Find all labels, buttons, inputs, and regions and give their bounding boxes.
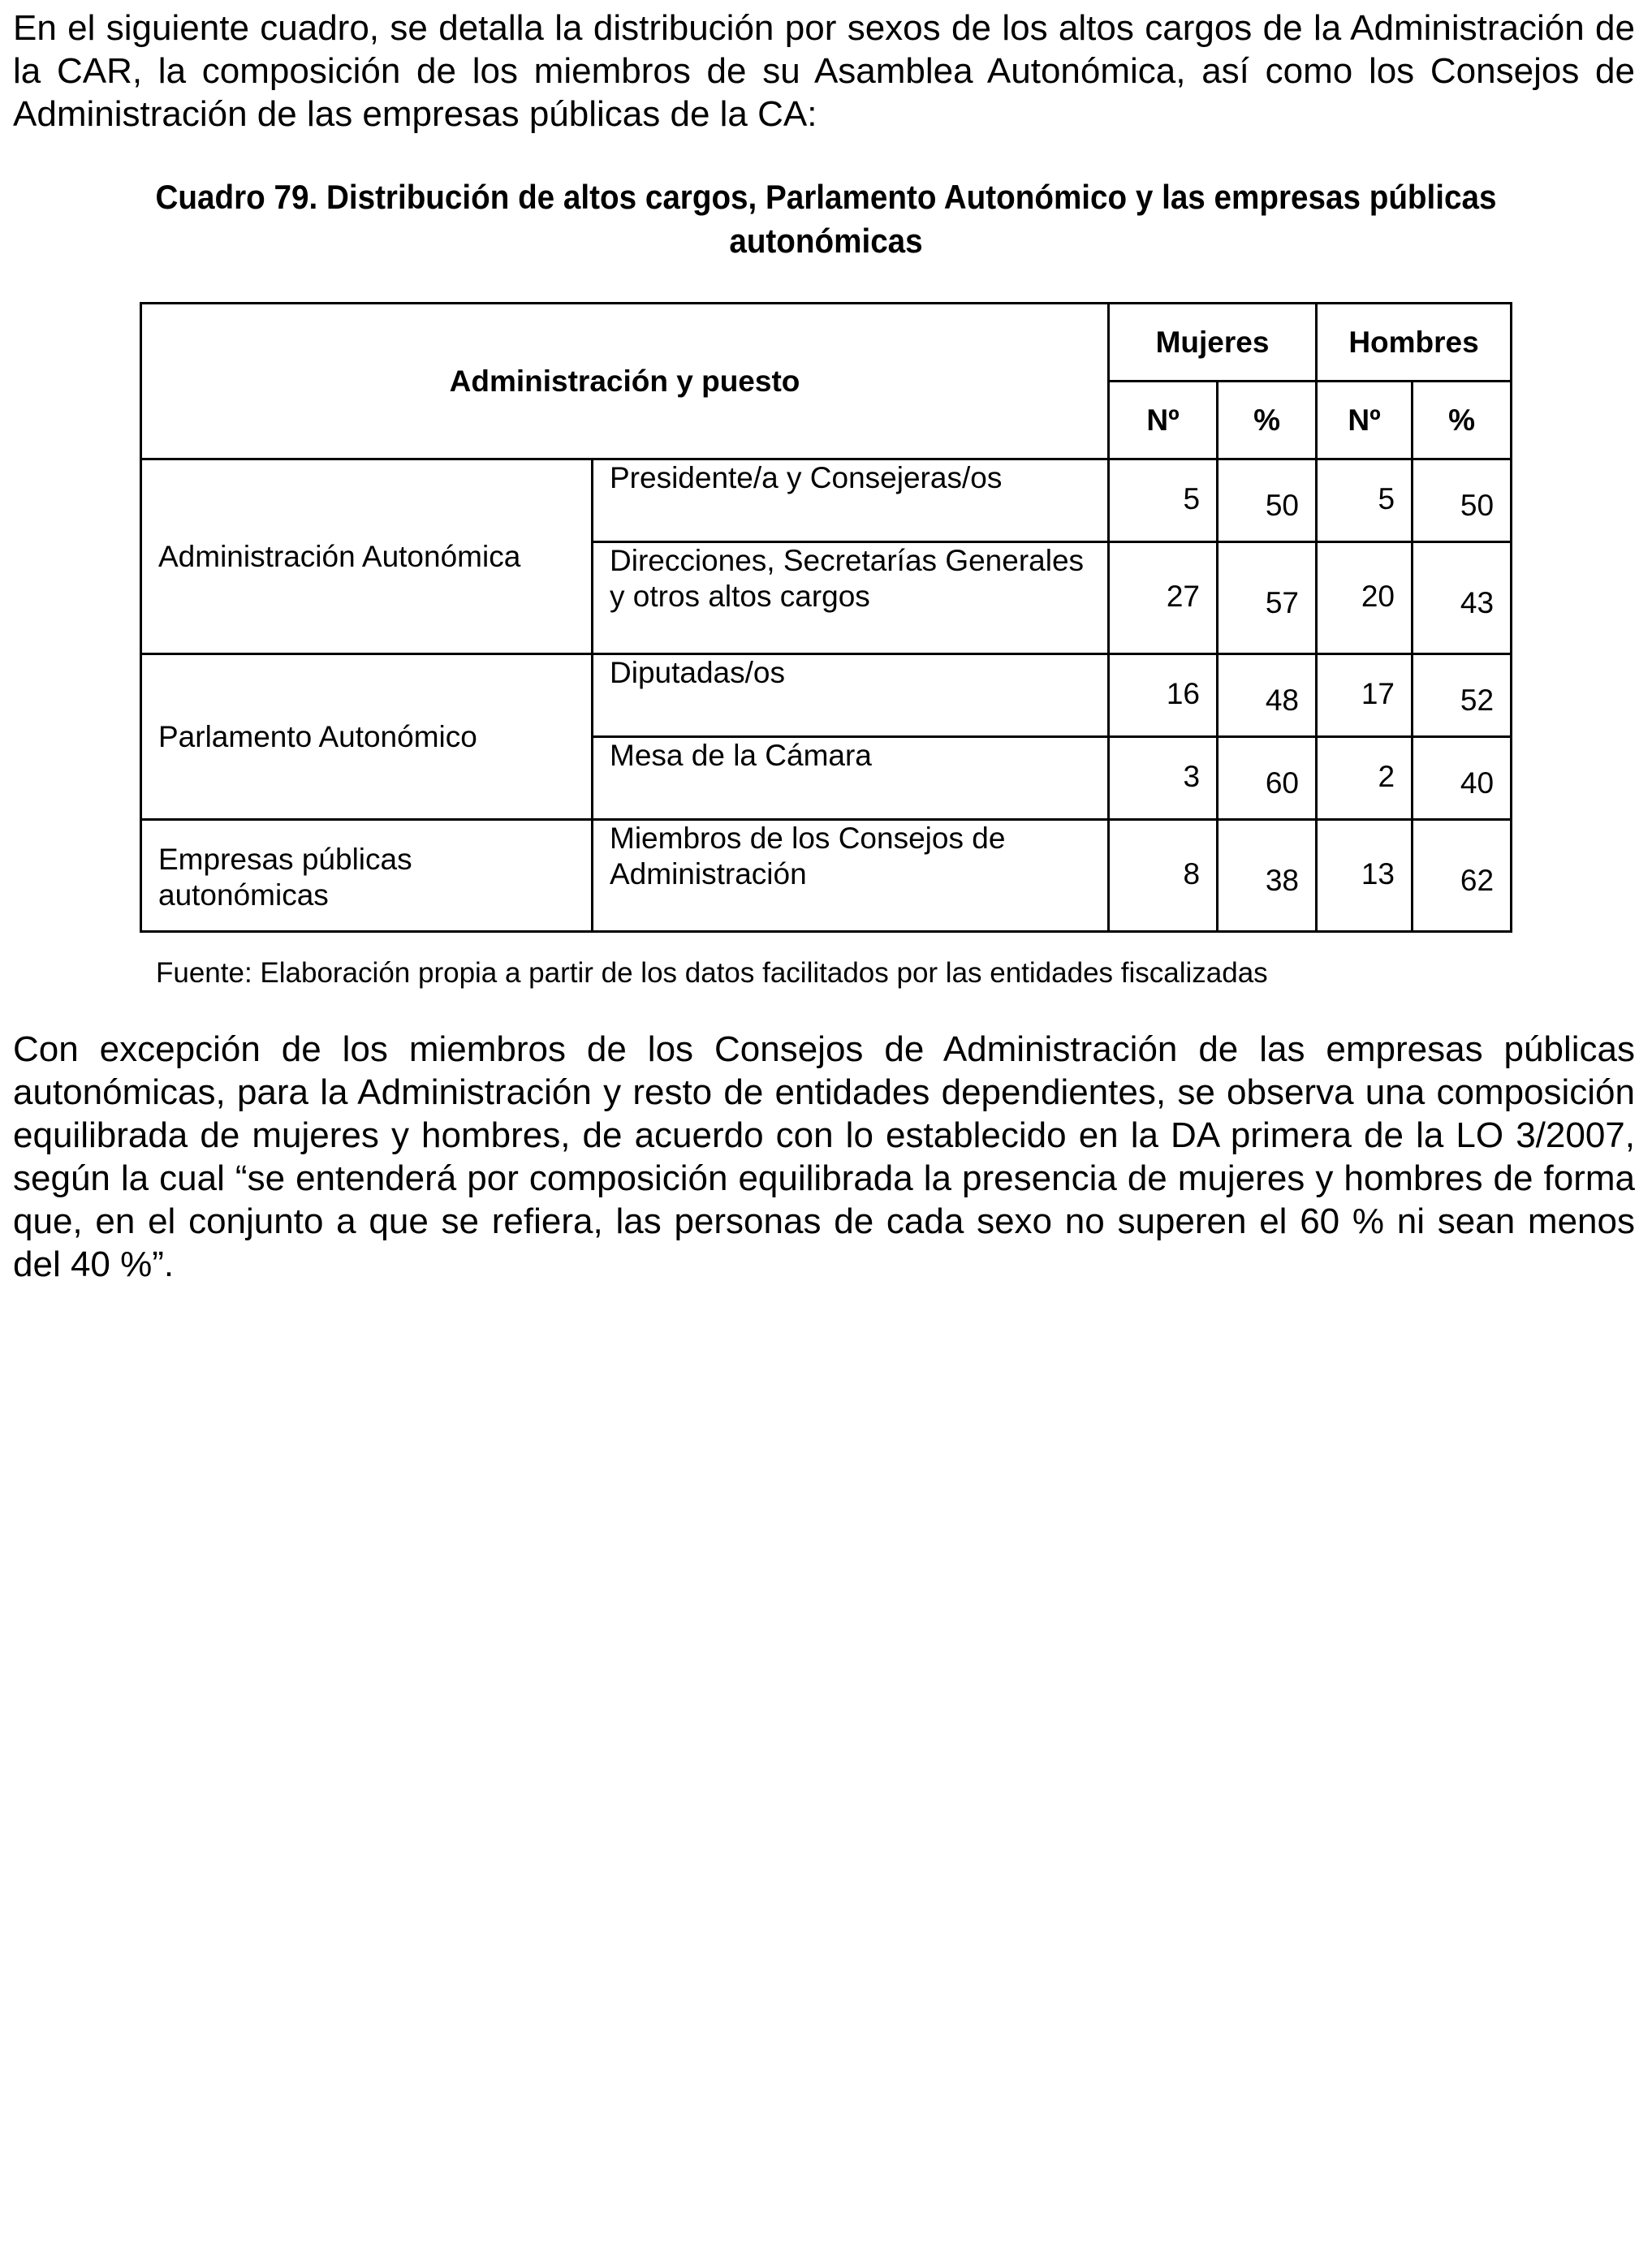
women-percent: 50: [1218, 459, 1317, 542]
table-row: [141, 820, 1512, 932]
header-women: Mujeres: [1109, 304, 1317, 382]
men-number: 2: [1317, 737, 1413, 820]
intro-paragraph: En el siguiente cuadro, se detalla la distribución por sexos de los altos cargos de la Administración de la CAR, la composición de los miembros de su Asamblea Autonómica, así como los Consejos de Administración de las empresas públicas de la CA:: [13, 8, 1635, 134]
women-number: 8: [1109, 820, 1218, 932]
group-name: Empresas públicas autonómicas: [141, 820, 593, 932]
post-name: Diputadas/os: [593, 654, 1109, 737]
men-number: 5: [1317, 459, 1413, 542]
men-percent: 40: [1413, 737, 1512, 820]
header-men-percent: %: [1413, 382, 1512, 459]
women-number: 3: [1109, 737, 1218, 820]
men-percent: 43: [1413, 542, 1512, 654]
table-caption: [140, 175, 1511, 263]
women-percent: 60: [1218, 737, 1317, 820]
table-row: [141, 654, 1512, 737]
header-administration: Administración y puesto: [141, 304, 1109, 459]
group-name: Parlamento Autonómico: [141, 654, 593, 820]
post-name: Mesa de la Cámara: [593, 737, 1109, 820]
men-percent: 52: [1413, 654, 1512, 737]
women-number: 27: [1109, 542, 1218, 654]
women-number: 16: [1109, 654, 1218, 737]
caption-line-1: Cuadro 79. Distribución de altos cargos, Parlamento Autonómico y las empresas públicas: [155, 178, 1497, 216]
group-name: Administración Autonómica: [141, 459, 593, 654]
post-name: Miembros de los Consejos de Administración: [593, 820, 1109, 932]
post-name: Direcciones, Secretarías Generales y otros altos cargos: [593, 542, 1109, 654]
men-percent: 50: [1413, 459, 1512, 542]
header-men-number: Nº: [1317, 382, 1413, 459]
header-women-percent: %: [1218, 382, 1317, 459]
header-women-number: Nº: [1109, 382, 1218, 459]
women-percent: 57: [1218, 542, 1317, 654]
caption-line-2: autonómicas: [729, 222, 923, 260]
header-men: Hombres: [1317, 304, 1512, 382]
women-number: 5: [1109, 459, 1218, 542]
conclusion-paragraph: Con excepción de los miembros de los Consejos de Administración de las empresas públicas autonómicas, para la Administración y resto de entidades dependientes, se observa una composición equilibrada de mujeres y hombres, de acuerdo con lo establecido en la DA primera de la LO 3/2007, según la cual “se entenderá por composición equilibrada la presencia de mujeres y hombres de forma que, en el conjunto a que se refiera, las personas de cada sexo no superen el 60 % ni sean menos del 40 %”.: [13, 1029, 1635, 1284]
table-source-note: Fuente: Elaboración propia a partir de los datos facilitados por las entidades fiscalizadas: [156, 957, 1268, 989]
men-number: 17: [1317, 654, 1413, 737]
distribution-table: [140, 302, 1512, 933]
women-percent: 48: [1218, 654, 1317, 737]
men-number: 20: [1317, 542, 1413, 654]
table-row: [141, 459, 1512, 542]
men-number: 13: [1317, 820, 1413, 932]
women-percent: 38: [1218, 820, 1317, 932]
men-percent: 62: [1413, 820, 1512, 932]
table-header-row: [141, 304, 1512, 382]
post-name: Presidente/a y Consejeras/os: [593, 459, 1109, 542]
